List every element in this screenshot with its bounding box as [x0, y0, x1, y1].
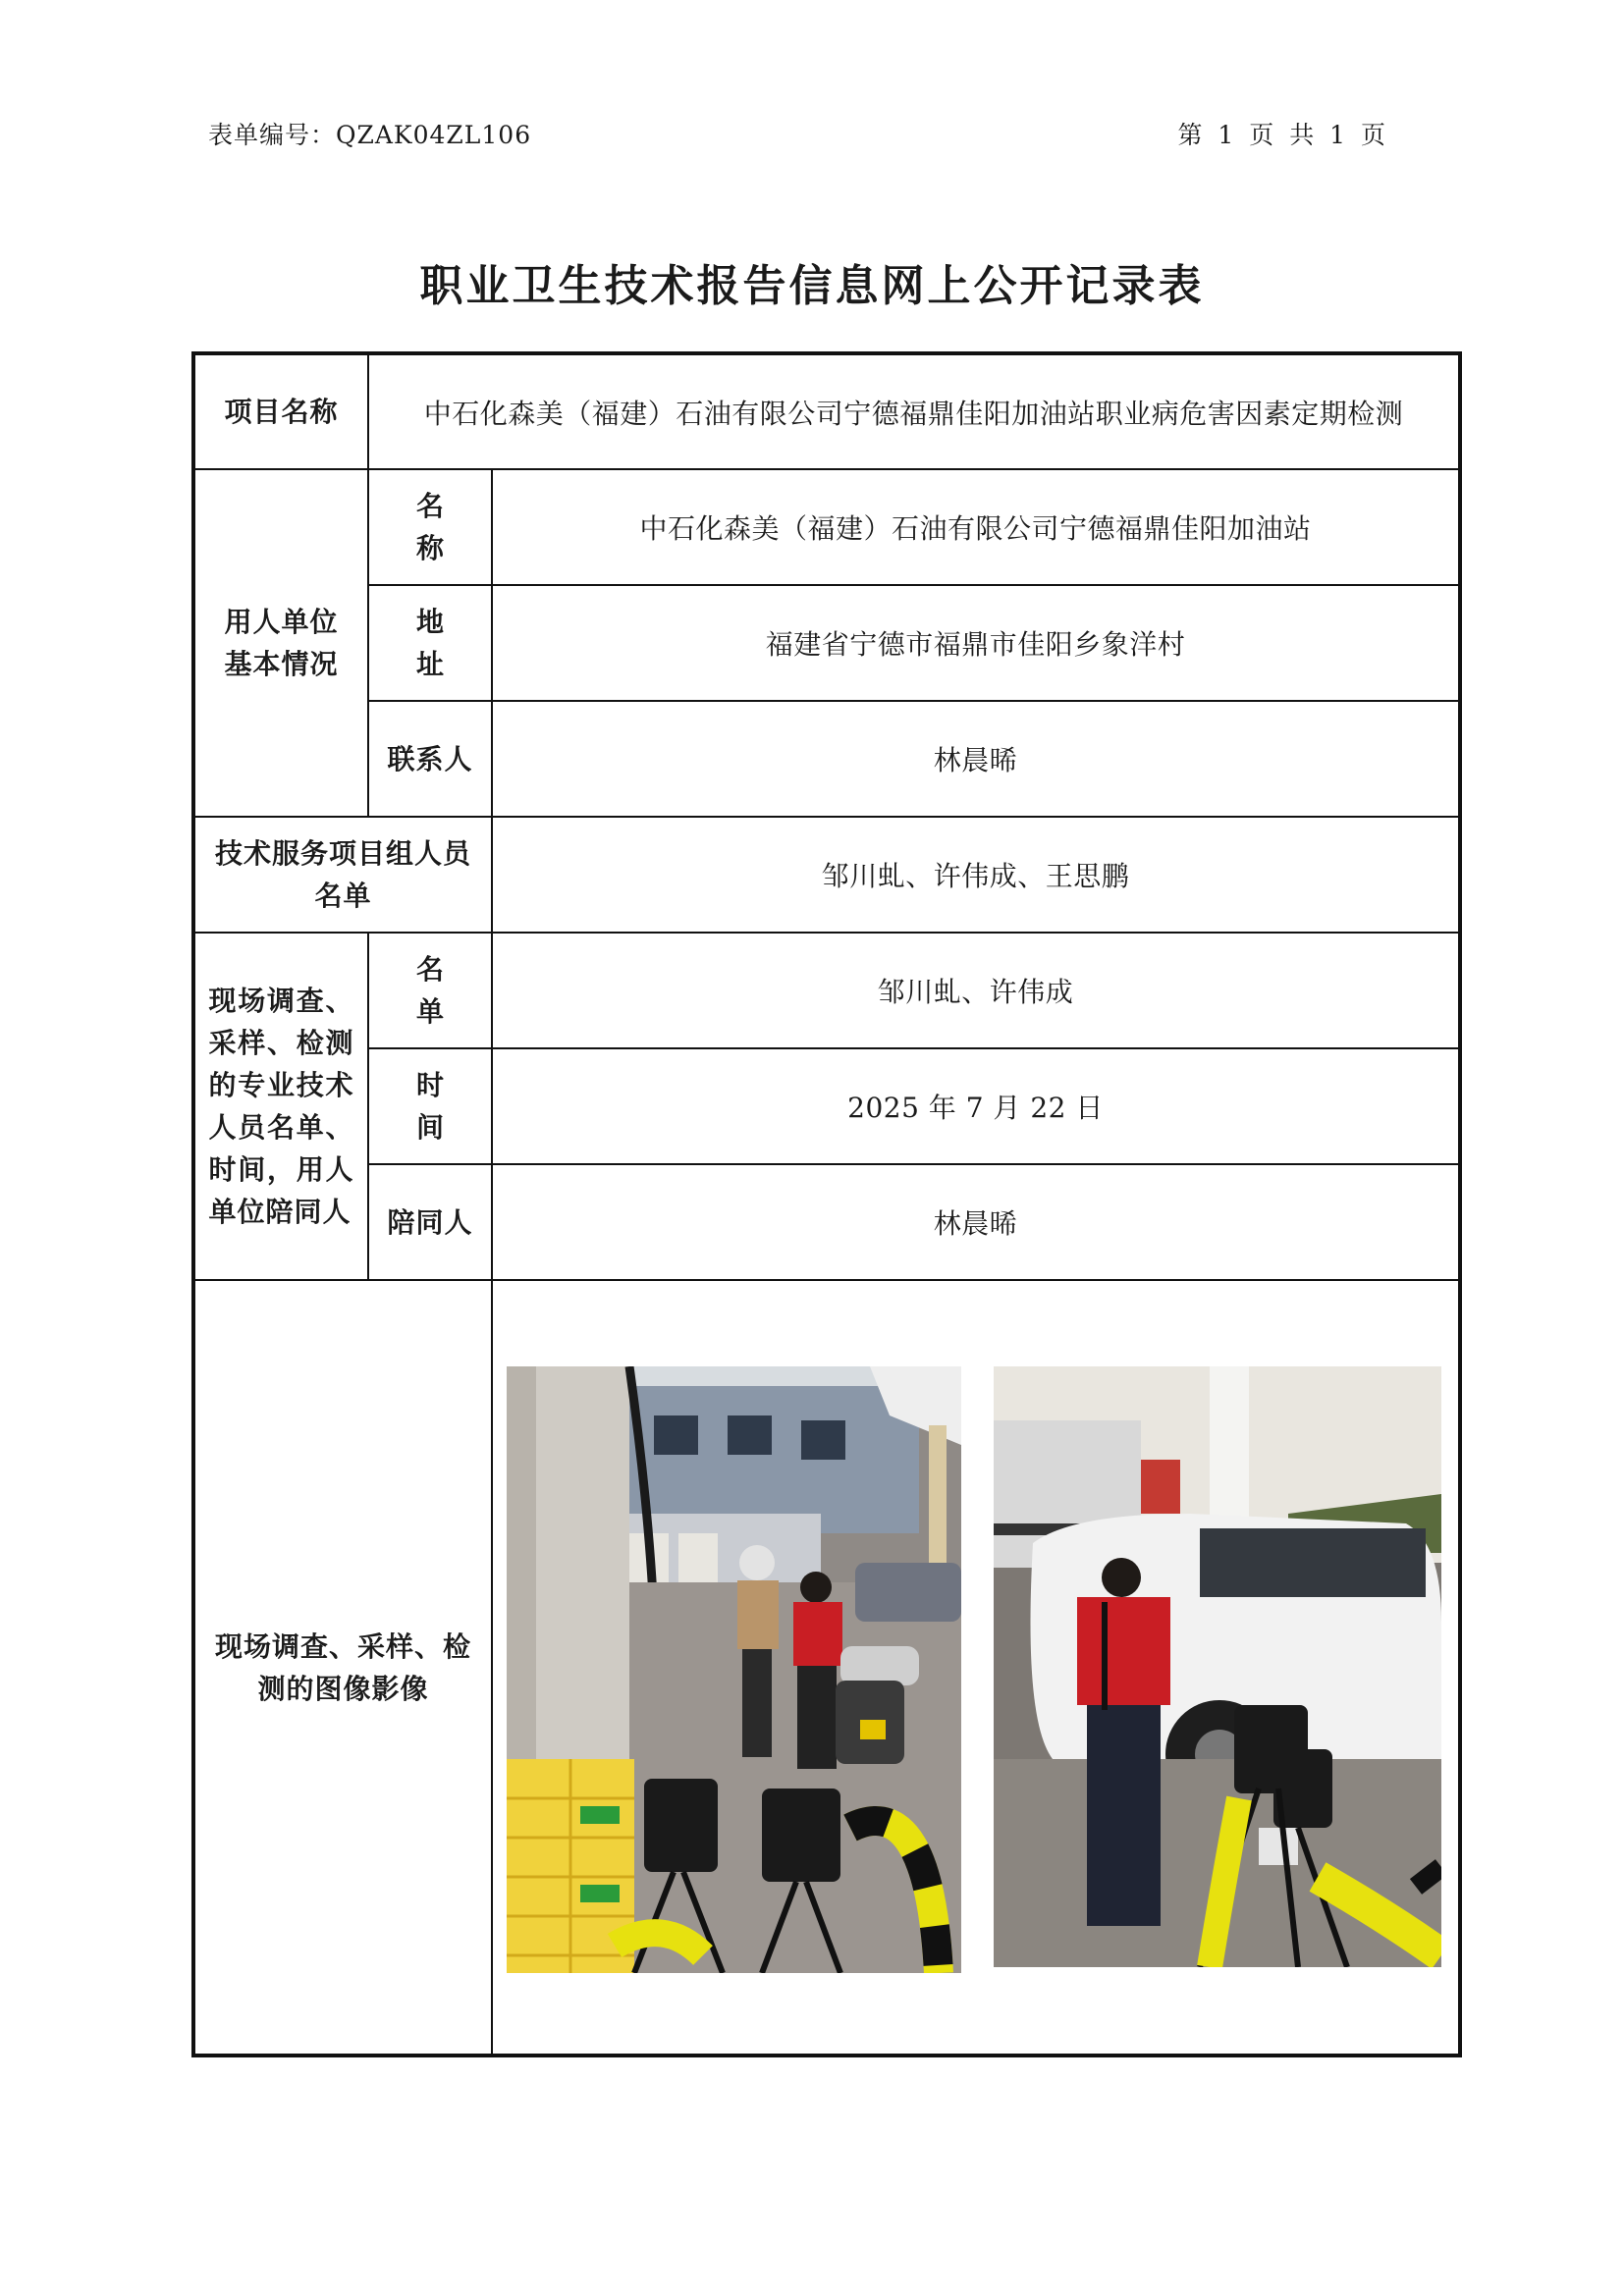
project-label: 项目名称 [193, 353, 368, 469]
name-value: 中石化森美（福建）石油有限公司宁德福鼎佳阳加油站 [492, 469, 1460, 585]
page-info: 第 1 页 共 1 页 [1177, 121, 1386, 149]
images-label-text: 现场调查、采样、检测的图像影像 [214, 1629, 471, 1705]
contact-label: 联系人 [368, 701, 492, 817]
record-table [191, 351, 1462, 2057]
row-survey-time [193, 1048, 1460, 1164]
project-value: 中石化森美（福建）石油有限公司宁德福鼎佳阳加油站职业病危害因素定期检测 [368, 353, 1460, 469]
survey-label-text: 现场调查、采样、检测的专业技术人员名单、时间，用人单位陪同人 [208, 985, 354, 1228]
escort-value: 林晨晞 [492, 1164, 1460, 1280]
row-employer-name [193, 469, 1460, 585]
escort-label: 陪同人 [368, 1164, 492, 1280]
photo-area [493, 1282, 1458, 2054]
page-title: 职业卫生技术报告信息网上公开记录表 [419, 261, 1205, 311]
name-label: 名称 [368, 469, 492, 585]
site-photo-1-image [507, 1366, 961, 1973]
address-label: 地址 [368, 585, 492, 701]
employer-label [193, 469, 368, 817]
form-number: 表单编号：QZAK04ZL106 [208, 121, 532, 149]
team-label [193, 817, 492, 933]
site-photo-1 [507, 1366, 961, 1973]
site-photo-2-image [994, 1366, 1441, 1967]
row-project [193, 353, 1460, 469]
contact-value: 林晨晞 [492, 701, 1460, 817]
row-survey-list [193, 933, 1460, 1048]
row-employer-address [193, 585, 1460, 701]
row-team [193, 817, 1460, 933]
list-label: 名单 [368, 933, 492, 1048]
images-cell [492, 1280, 1460, 2056]
site-photo-2 [994, 1366, 1441, 1967]
row-images [193, 1280, 1460, 2056]
list-value: 邹川虬、许伟成 [492, 933, 1460, 1048]
row-survey-escort [193, 1164, 1460, 1280]
images-label [193, 1280, 492, 2056]
time-label: 时间 [368, 1048, 492, 1164]
time-value: 2025 年 7 月 22 日 [492, 1048, 1460, 1164]
team-label-text: 技术服务项目组人员名单 [214, 837, 471, 912]
row-employer-contact [193, 701, 1460, 817]
team-value: 邹川虬、许伟成、王思鹏 [492, 817, 1460, 933]
address-value: 福建省宁德市福鼎市佳阳乡象洋村 [492, 585, 1460, 701]
survey-label [193, 933, 368, 1280]
employer-label-text: 用人单位基本情况 [224, 606, 339, 680]
